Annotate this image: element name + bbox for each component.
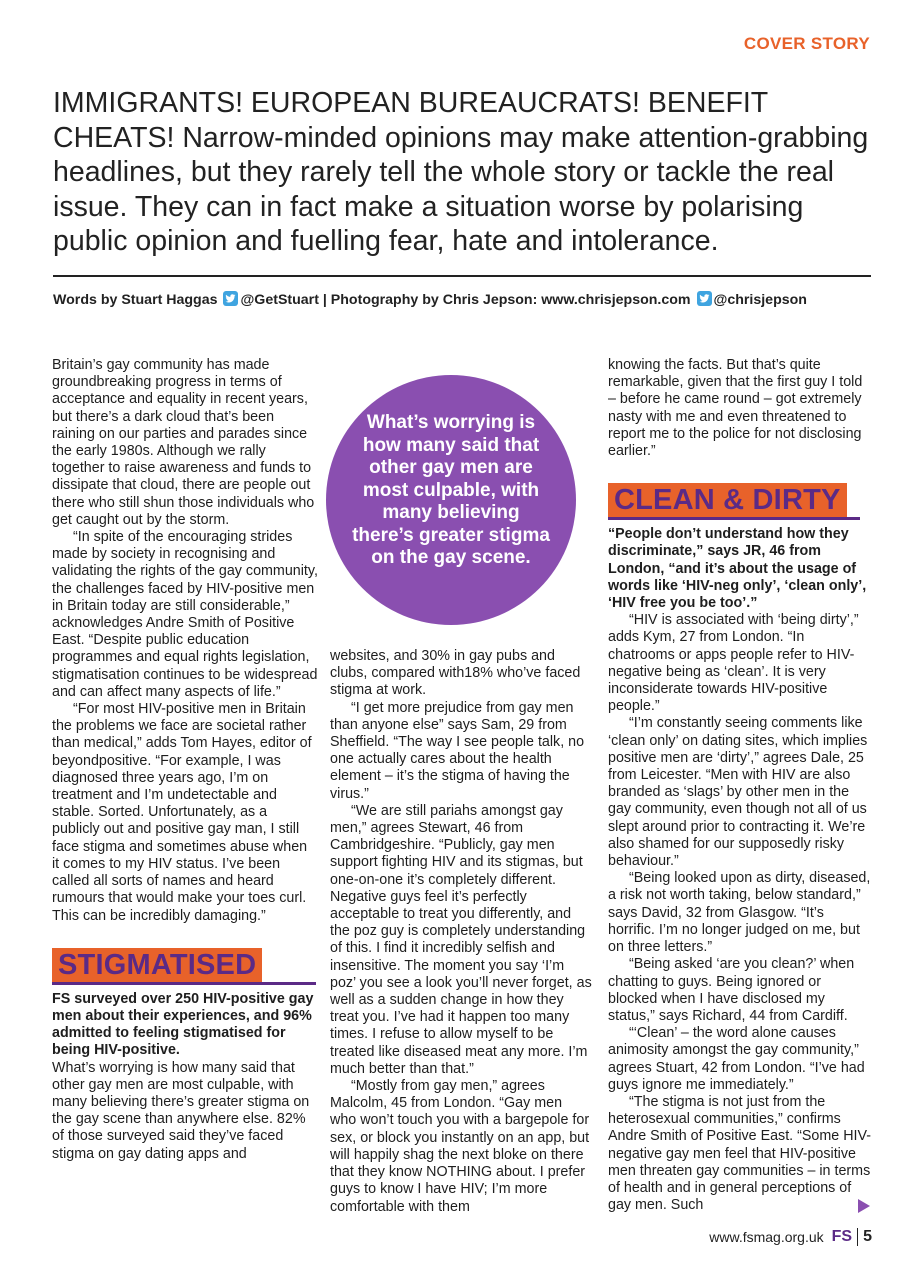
section-label: COVER STORY [743, 34, 870, 53]
body-paragraph: Britain’s gay community has made groundbreaking progress in terms of acceptance and equality in recent years, but there’s a dark cloud that’s been raining on our parties and parades since the early 1980s. Although we rally together to raise awareness and funds to dissipate that cloud, there are people out there who still shun those individuals who get caught out by the storm. [52, 357, 315, 528]
body-paragraph: What’s worrying is how many said that other gay men are most culpable, with many believing there’s greater stigma on the gay scene than anywhere else. 82% of those surveyed said they’ve faced stigma on gay dating apps and [52, 1059, 310, 1162]
subhead-block [608, 483, 872, 519]
credits-line [53, 291, 893, 308]
article-column-3 [608, 357, 872, 1214]
body-paragraph: “In spite of the encouraging strides made by society in recognising and validating the rights of the gay community, the challenges faced by HIV-positive men in Britain today are still considerable,” acknowledges Andre Smith of Positive East. “Despite public education programmes and equal rights legislation, stigmatisation continues to be widespread and can affect many aspects of life.” [52, 529, 318, 700]
subhead-underline [52, 982, 316, 985]
photographer-twitter-link[interactable]: @chrisjepson [713, 292, 807, 308]
subhead-clean-dirty: CLEAN & DIRTY [608, 483, 847, 518]
body-paragraph: “I’m constantly seeing comments like ‘clean only’ on dating sites, which implies positive men are ‘dirty’,” agrees Dale, 25 from Leicester. “Men with HIV are also branded as ‘slags’ by other men in the gay community, even though not all of us slept around prior to contracting it. We’re also shamed for our supposedly risky behaviour.” [608, 715, 868, 870]
subhead-block [52, 948, 318, 984]
page-number: 5 [863, 1228, 872, 1245]
body-paragraph: “HIV is associated with ‘being dirty’,” adds Kym, 27 from London. “In chatrooms or apps people refer to HIV-negative being as ‘clean’. It is very inconsiderate towards HIV-positive people.” [608, 612, 859, 715]
body-paragraph: knowing the facts. But that’s quite remarkable, given that the first guy I told – before he came round – got extremely nasty with me and even threatened to report me to the police for not disclosing earlier.” [608, 357, 863, 460]
author-credit: Words by Stuart Haggas [53, 292, 218, 308]
body-paragraph: websites, and 30% in gay pubs and clubs, compared with18% who’ve faced stigma at work. [330, 648, 581, 699]
twitter-icon [697, 291, 712, 306]
subhead-stigmatised: STIGMATISED [52, 948, 262, 983]
body-paragraph: “Mostly from gay men,” agrees Malcolm, 45 from London. “Gay men who won’t touch you with a bargepole for sex, or block you instantly on an app, but will happily shag the next bloke on there that they know NOTHING about. I prefer guys to know I have HIV; I’m more comfortable with them [330, 1078, 590, 1215]
page-footer [709, 1228, 872, 1246]
body-paragraph: “The stigma is not just from the heterosexual communities,” confirms Andre Smith of Positive East. “Some HIV-negative gay men feel that HIV-positive men threaten gay communities – in terms of health and in general perceptions of gay men. Such [608, 1093, 872, 1214]
section-lead: FS surveyed over 250 HIV-positive gay men about their experiences, and 96% admitted to feeling stigmatised for being HIV-positive. [52, 990, 314, 1059]
pull-quote-text: What’s worrying is how many said that other gay men are most culpable, with many believing there’s greater stigma on the gay scene. [352, 412, 550, 569]
body-paragraph: “We are still pariahs amongst gay men,” agrees Stewart, 46 from Cambridgeshire. “Publicly, gay men support fighting HIV and its stigmas, but one-on-one it’s completely different. Negative guys feel it’s perfectly acceptable to treat you differently, and the poz guy is completely understanding of this. I find it incredibly selfish and insensitive. The moment you say ‘I’m poz’ you see a look you’ll never forget, as well as a sudden change in how they treat you. I’ve had it happen too many times. I refuse to allow myself to be treated like diseased meat any more. I’m much better than that.” [330, 802, 592, 1077]
twitter-icon [223, 291, 238, 306]
photo-credit: Photography by Chris Jepson: www.chrisjepson.com [330, 292, 691, 308]
body-paragraph: “‘Clean’ – the word alone causes animosity amongst the gay community,” agrees Stuart, 42 from London. “I’ve had guys ignore me immediately.” [608, 1025, 865, 1093]
body-paragraph: “I get more prejudice from gay men than anyone else” says Sam, 29 from Sheffield. “The way I see people talk, no one actually cares about the health element – it’s the stigma of having the virus.” [330, 699, 585, 802]
body-paragraph: “For most HIV-positive men in Britain the problems we face are societal rather than medical,” adds Tom Hayes, editor of beyondpositive. “For example, I was diagnosed three years ago, I’m on treatment and I’m undetectable and stable. Sorted. Unfortunately, as a publicly out and positive gay man, I still face stigma and sometimes abuse when it comes to my HIV status. I’ve been called all sorts of names and heard rumours that would make your toes curl. This can be incredibly damaging.” [52, 701, 312, 924]
article-column-1 [52, 357, 318, 1163]
continue-arrow-icon [858, 1199, 870, 1213]
credits-separator: | [318, 292, 331, 308]
section-lead: “People don’t understand how they discriminate,” says JR, 46 from London, “and it’s about the usage of words like ‘HIV-neg only’, ‘clean only’, ‘HIV free you be too’.” [608, 526, 867, 612]
footer-url[interactable]: www.fsmag.org.uk [709, 1229, 824, 1245]
divider-rule [53, 275, 871, 277]
lede-headline: IMMIGRANTS! EUROPEAN BUREAUCRATS! BENEFIT CHEATS! Narrow-minded opinions may make attention-grabbing headlines, but they rarely tell the whole story or tackle the real issue. They can in fact make a situation worse by polarising public opinion and fuelling fear, hate and intolerance. [53, 87, 869, 257]
subhead-underline [608, 517, 860, 520]
body-paragraph: “Being asked ‘are you clean?’ when chatting to guys. Being ignored or blocked when I have disclosed my status,” says Richard, 44 from Cardiff. [608, 956, 855, 1024]
article-column-2 [330, 648, 592, 1216]
magazine-logo: FS [832, 1228, 858, 1246]
author-twitter-link[interactable]: @GetStuart [240, 292, 319, 308]
body-paragraph: “Being looked upon as dirty, diseased, a risk not worth taking, below standard,” says David, 32 from Glasgow. “It’s horrific. I’m no longer judged on me, but on three letters.” [608, 870, 871, 956]
pull-quote-circle [326, 375, 576, 625]
